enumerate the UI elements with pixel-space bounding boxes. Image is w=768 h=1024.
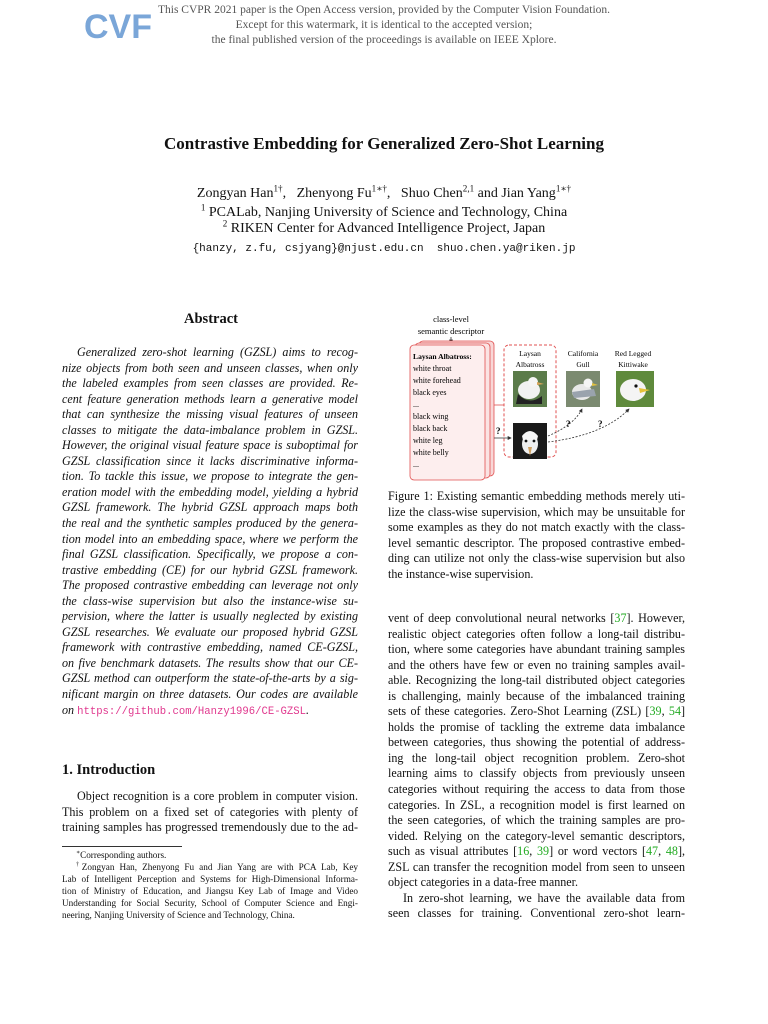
footnote-affiliation: [62, 861, 358, 921]
body-line: categories. In ZSL, a recognition model is first learned on: [388, 797, 685, 812]
body-line: holds the promise of tackling the extreme data imbalance: [388, 719, 685, 734]
attribute-text: white belly: [413, 448, 449, 457]
body-text: ]. However,: [626, 611, 686, 625]
abstract-text: .: [306, 702, 310, 717]
descriptor-title: Laysan Albatross:: [413, 352, 472, 361]
citation-link[interactable]: 48: [665, 844, 678, 859]
citation-link[interactable]: 47: [645, 844, 659, 859]
abstract-line: the real and the synthetic samples produced by the genera-: [62, 516, 358, 531]
affiliation-2: [0, 218, 768, 237]
intro-line: training samples has progressed tremendously due to the ad-: [62, 820, 358, 835]
body-text: sets of these categories. Zero-Shot Learning (ZSL) [: [388, 704, 650, 719]
question-mark: ?: [496, 426, 501, 436]
abstract-line: framework with contrastive embedding, named CE-GZSL,: [62, 640, 358, 655]
california-gull-photo: [566, 371, 600, 407]
abstract-line: GZSL framework. The hybrid GZSL approach maps both: [62, 500, 358, 515]
attribute-text: white forehead: [413, 376, 461, 385]
body-text: vent of deep convolutional neural networks [: [388, 611, 615, 625]
abstract-line: pervision, where the latter is usually neglected by existing: [62, 609, 358, 624]
abstract-line: cent feature generation methods learn a generative model: [62, 391, 358, 406]
class-name: Laysan: [519, 349, 541, 358]
abstract-line: the class-wise supervision but also the instance-wise su-: [62, 593, 358, 608]
figure-1: [404, 310, 704, 482]
footnote-line: tion of Ministry of Education, and Jiangsu Key Lab of Image and Video: [62, 886, 358, 896]
abstract-line: GZSL researches. We evaluate our proposed hybrid GZSL: [62, 624, 358, 639]
affiliation-text: PCALab, Nanjing University of Science and Technology, China: [208, 205, 568, 220]
abstract-line: nize objects from both seen and unseen classes, when only: [62, 360, 358, 375]
abstract-line: GZSL classification since it lacks discriminative informa-: [62, 453, 358, 468]
footnote-text: Corresponding authors.: [80, 850, 167, 860]
code-link[interactable]: https://github.com/Hanzy1996/CE-GZSL: [77, 705, 306, 718]
figure-1-caption: [388, 489, 685, 582]
watermark-line-3: the final published version of the proceedings is available on IEEE Xplore.: [211, 34, 557, 46]
body-text: ] or word vectors [: [549, 844, 646, 859]
cvf-logo-text: CVF: [84, 8, 152, 46]
attribute-text: ...: [413, 400, 419, 409]
abstract-line-last: [62, 703, 358, 719]
attribute-text: white throat: [413, 364, 452, 373]
laysan-albatross-photo: [513, 371, 547, 407]
citation-link[interactable]: 37: [614, 611, 627, 625]
body-line: seen classes for training. Conventional zero-shot learn-: [388, 906, 685, 921]
class-name: Albatross: [515, 360, 545, 369]
citation-link[interactable]: 39: [537, 844, 550, 859]
abstract-line: tion. To tackle this issue, we propose to integrate the gen-: [62, 469, 358, 484]
caption-line: ding can utilize not only the class-wise supervision but also: [388, 551, 685, 566]
class-name: Kittiwake: [618, 360, 648, 369]
abstract-line: nificant margin on three datasets. Our codes are available: [62, 687, 358, 702]
abstract-line: Generalized zero-shot learning (GZSL) aims to recog-: [77, 345, 358, 359]
body-text: ,: [661, 704, 669, 719]
query-albatross-photo: [513, 423, 547, 459]
body-line: In zero-shot learning, we have the available data from: [403, 890, 685, 905]
question-mark: ?: [598, 419, 603, 429]
author-mark: 1∗†: [555, 183, 572, 194]
body-line: ZSL can transfer the recognition model from seen to unseen: [388, 859, 685, 874]
body-line: realistic object categories often follow a long-tail distribu-: [388, 626, 685, 641]
intro-body: [62, 789, 358, 836]
attribute-text: black back: [413, 424, 448, 433]
body-line: tion, where some categories have abundant training samples: [388, 642, 685, 657]
abstract-line: GZSL method can outperform the state-of-the-arts by a sig-: [62, 671, 358, 686]
body-line: object categories in a data-free manner.: [388, 875, 579, 890]
attribute-text: white leg: [413, 436, 443, 445]
caption-line: some examples as they do not match exactly with the class-: [388, 520, 685, 535]
attribute-text: ...: [413, 460, 419, 469]
body-line: ing the long-tail object recognition problem. Zero-shot: [388, 750, 685, 765]
body-line: vided. Relying on the category-level semantic descriptors,: [388, 828, 685, 843]
abstract-line: the labeled examples from seen classes are provided. Re-: [62, 376, 358, 391]
footnote-corresponding: [62, 849, 358, 861]
author-name: and Jian Yang: [477, 186, 556, 201]
intro-line: Object recognition is a core problem in computer vision.: [77, 789, 358, 803]
abstract-line: However, the original visual feature space is suboptimal for: [62, 438, 358, 453]
author-mark: 1†: [273, 183, 283, 194]
author-name: Shuo Chen: [400, 186, 463, 201]
intro-line: This problem on a fixed set of categories with plenty of: [62, 804, 358, 819]
author-name: Zhenyong Fu: [296, 186, 372, 201]
class-name: Gull: [576, 360, 590, 369]
body-line: and the others have few or even no training samples avail-: [388, 657, 685, 672]
descriptor-label-line-2: semantic descriptor: [417, 326, 485, 336]
attribute-text: black eyes: [413, 388, 447, 397]
body-line: [388, 704, 685, 720]
citation-link[interactable]: 54: [668, 704, 681, 719]
attribute-text: black wing: [413, 412, 449, 421]
affiliation-mark: 2: [222, 218, 228, 229]
caption-line: lize the class-wise supervision, which may be unsuitable for: [388, 504, 685, 519]
body-text: such as visual attributes [: [388, 844, 518, 859]
footnote-line: neering, Nanjing University of Science and Technology, China.: [62, 910, 295, 920]
affiliation-mark: 1: [200, 202, 206, 213]
citation-link[interactable]: 16: [517, 844, 530, 859]
question-mark: ?: [566, 419, 571, 429]
abstract-line: on five benchmark datasets. The results show that our CE-: [62, 655, 358, 670]
body-line: between categories, thus showing the potential of address-: [388, 735, 685, 750]
abstract-line: The proposed contrastive embedding can leverage not only: [62, 578, 358, 593]
body-line: categories without requiring the access to data from those: [388, 782, 685, 797]
footnotes: [62, 849, 358, 921]
citation-link[interactable]: 39: [649, 704, 662, 719]
paper-title: Contrastive Embedding for Generalized Zero-Shot Learning: [164, 134, 604, 153]
watermark-line-2: Except for this watermark, it is identical to the accepted version;: [235, 19, 533, 31]
footnote-line: Zongyan Han, Zhenyong Fu and Jian Yang are with PCA Lab, Key: [81, 862, 359, 872]
abstract-heading: Abstract: [184, 311, 238, 327]
footnote-mark: †: [76, 861, 82, 868]
body-text: ,: [529, 844, 537, 859]
abstract-line: tion model into an embedding space, where we perform the: [62, 531, 358, 546]
affiliation-1: [0, 202, 768, 221]
footnote-line: Lab of Intelligent Perception and Systems for High-Dimensional Informa-: [62, 874, 358, 884]
author-mark: 1∗†: [371, 183, 387, 194]
affiliation-text: RIKEN Center for Advanced Intelligence Project, Japan: [230, 221, 546, 236]
caption-line: level semantic descriptor. The proposed contrastive embed-: [388, 535, 685, 550]
author-mark: 2,1: [462, 183, 475, 194]
body-line: learning aims to classify objects from previously unseen: [388, 766, 685, 781]
body-line: [388, 611, 685, 627]
red-legged-kittiwake-photo: [616, 371, 654, 407]
author-list: Zongyan Han$^{1\dagger}$, Zhenyong $Fu^{1∗\dagger}$, Shuo Chen$^{2,1}$ and Jian Yang$^{1∗\dagger}$: [196, 183, 572, 201]
body-line: is challenging, mainly because of the imbalanced training: [388, 688, 685, 703]
author-emails: {hanzy, z.fu, csjyang}@njust.edu.cn shuo.chen.ya@riken.jp: [192, 243, 576, 255]
footnote-line: Understanding for Social Security, School of Computer Science and Engi-: [62, 898, 358, 908]
body-text: ]: [680, 704, 686, 719]
abstract-line: final GZSL classification. Specifically, we propose a con-: [62, 547, 358, 562]
section-heading-introduction: 1. Introduction: [62, 762, 156, 778]
class-name: California: [567, 349, 599, 358]
body-text: ,: [658, 844, 666, 859]
footnote-mark: ∗: [76, 849, 81, 856]
abstract-line: that can synthesize the missing visual features of unseen: [62, 407, 358, 422]
abstract-line: trastive embedding (CE) for our hybrid GZSL framework.: [62, 562, 358, 577]
descriptor-label-line-1: class-level: [433, 314, 469, 324]
caption-line: the instance-wise supervision.: [388, 566, 534, 581]
abstract-line: classes to mitigate the data-imbalance problem in GZSL.: [62, 422, 358, 437]
body-text: ],: [677, 844, 685, 859]
right-column-body: [388, 611, 685, 922]
body-line: [388, 844, 685, 860]
body-line: able. Recognizing the long-tail distributed object categories: [388, 673, 685, 688]
abstract-text: on: [62, 702, 78, 717]
abstract-body: [62, 345, 358, 718]
class-name: Red Legged: [614, 349, 652, 358]
footnote-divider: [62, 846, 182, 847]
watermark-line-1: This CVPR 2021 paper is the Open Access version, provided by the Computer Vision Foundation.: [157, 4, 611, 16]
author-name: Zongyan Han: [196, 186, 274, 201]
body-line: the seen categories, of which the training samples are pro-: [388, 813, 685, 828]
abstract-line: eration model with the embedding model, yielding a hybrid: [62, 484, 358, 499]
caption-line: Figure 1: Existing semantic embedding methods merely uti-: [388, 489, 685, 503]
